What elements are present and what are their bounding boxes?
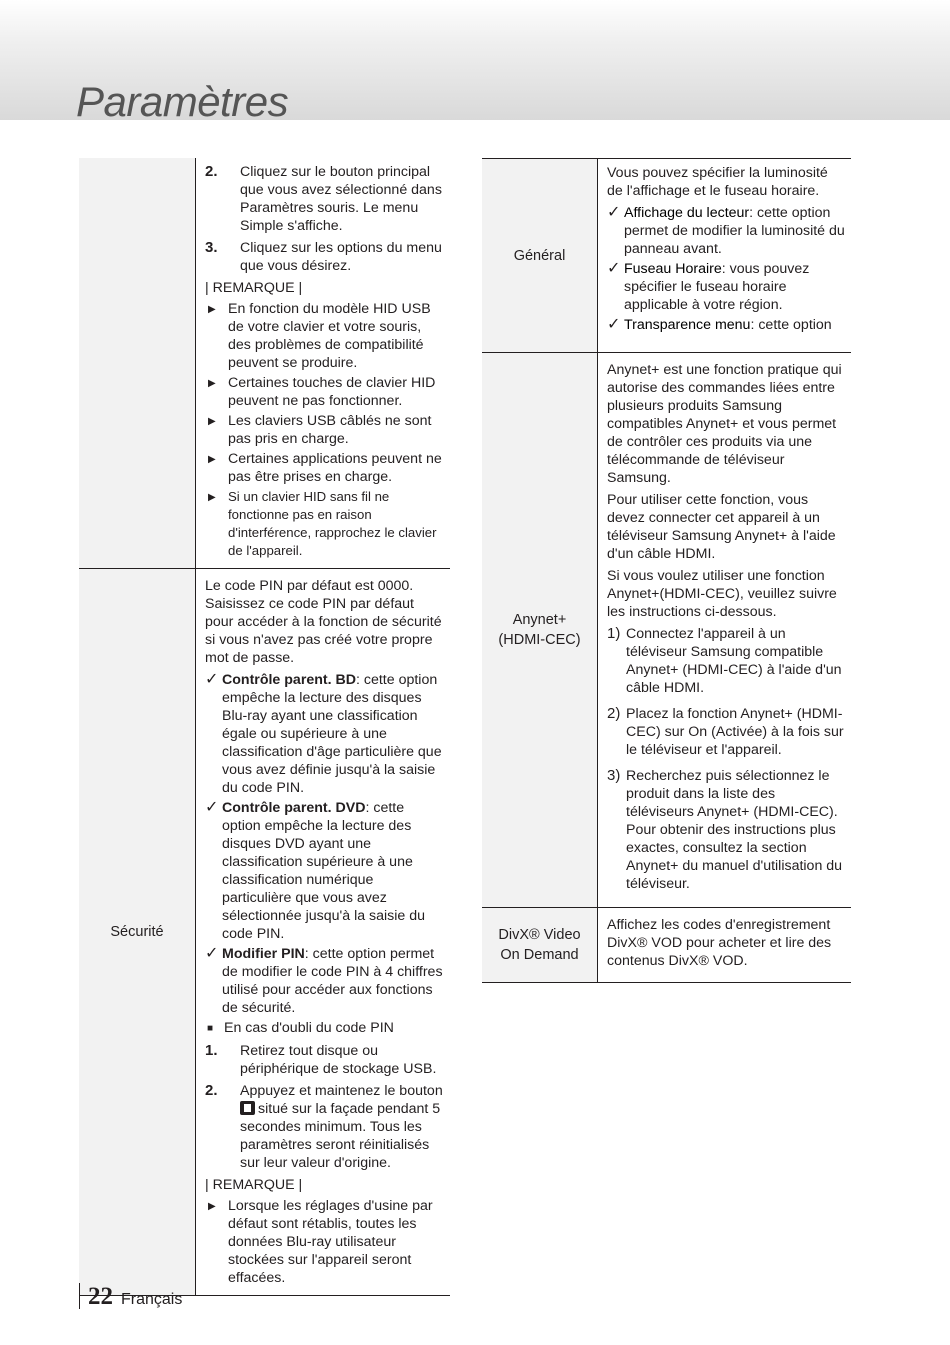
note-item: ▶ Certaines applications peuvent ne pas être prises en charge. <box>205 450 444 486</box>
note-item: ▶ Les claviers USB câblés ne sont pas pris en charge. <box>205 412 444 448</box>
checkmark-icon: ✓ <box>607 316 621 333</box>
row-content <box>598 159 852 353</box>
triangle-bullet-icon: ▶ <box>208 304 216 315</box>
row-content <box>196 158 451 569</box>
page-language: Français <box>121 1291 183 1308</box>
page-title: Paramètres <box>76 78 289 125</box>
paragraph: Si vous voulez utiliser une fonction Anynet+(HDMI-CEC), veuillez suivre les instructions ci-dessous. <box>607 568 837 620</box>
check-item: ✓ Fuseau Horaire: vous pouvez spécifier le fuseau horaire applicable à votre région. <box>607 260 810 313</box>
triangle-bullet-icon: ▶ <box>208 492 216 503</box>
checkmark-icon: ✓ <box>607 260 621 277</box>
checkmark-icon: ✓ <box>205 799 219 816</box>
numbered-step: 3. Cliquez sur les options du menu que vous désirez. <box>205 239 442 274</box>
checkmark-icon: ✓ <box>205 945 219 962</box>
note-item: ▶ Lorsque les réglages d'usine par défaut sont rétablis, toutes les données Blu-ray utilisateur stockées sur l'appareil seront effacées. <box>205 1197 444 1287</box>
intro-paragraph: Le code PIN par défaut est 0000. Saisissez ce code PIN par défaut pour accéder à la fonction de sécurité si vous n'avez pas créé votre propre mot de passe. <box>205 578 442 666</box>
table-row <box>482 908 851 983</box>
numbered-step: 1) Connectez l'appareil à un téléviseur Samsung compatible Anynet+ (HDMI-CEC) à l'aide d'un câble HDMI. <box>607 625 842 696</box>
square-bullet-icon: ■ <box>207 1023 214 1034</box>
row-label-general: Général <box>482 159 598 353</box>
row-content <box>598 353 852 908</box>
row-label-securite: Sécurité <box>79 569 196 1296</box>
row-label-anynet: Anynet+ (HDMI-CEC) <box>482 353 598 908</box>
check-item: ✓ Contrôle parent. DVD: cette option empêche la lecture des disques DVD ayant une classification supérieure à une classification numérique particulière que vous avez sélectionnée jusqu'à la saisie du code PIN. <box>205 799 426 942</box>
intro-paragraph: Vous pouvez spécifier la luminosité de l'affichage et le fuseau horaire. <box>607 165 828 199</box>
table-row <box>482 159 851 353</box>
row-label-divx: DivX® Video On Demand <box>482 908 598 983</box>
note-heading: | REMARQUE | <box>205 1177 303 1193</box>
numbered-step: 3) Recherchez puis sélectionnez le produit dans la liste des téléviseurs Anynet+ (HDMI-CEC). Pour obtenir des instructions plus exactes, consultez la section Anynet+ du manuel d'utilisation du téléviseur. <box>607 767 843 892</box>
settings-table-left <box>79 158 450 1296</box>
note-heading: | REMARQUE | <box>205 280 303 296</box>
stop-button-icon <box>240 1101 255 1115</box>
table-row <box>79 158 450 569</box>
paragraph: Pour utiliser cette fonction, vous devez connecter cet appareil à un téléviseur Samsung Anynet+ à l'aide d'un câble HDMI. <box>607 492 836 562</box>
checkmark-icon: ✓ <box>205 671 219 688</box>
triangle-bullet-icon: ▶ <box>208 454 216 465</box>
check-item: ✓ Contrôle parent. BD: cette option empêche la lecture des disques Blu-ray ayant une classification égale ou supérieure à une classification d'âge particulière que vous avez définie jusqu'à la saisie du code PIN. <box>205 671 442 796</box>
note-item: ▶ Si un clavier HID sans fil ne fonctionne pas en raison d'interférence, rapprochez le clavier de l'appareil. <box>205 488 444 560</box>
note-item: ▶ En fonction du modèle HID USB de votre clavier et votre souris, des problèmes de compatibilité peuvent se produire. <box>205 300 444 372</box>
triangle-bullet-icon: ▶ <box>208 378 216 389</box>
numbered-step: 2) Placez la fonction Anynet+ (HDMI-CEC) sur On (Activée) à la fois sur le téléviseur et l'appareil. <box>607 705 844 758</box>
table-row <box>482 353 851 908</box>
check-item: ✓ Modifier PIN: cette option permet de modifier le code PIN à 4 chiffres utilisé pour accéder aux fonctions de sécurité. <box>205 945 443 1016</box>
check-item: ✓ Transparence menu: cette option <box>607 316 832 333</box>
paragraph: Affichez les codes d'enregistrement DivX® VOD pour acheter et lire des contenus DivX® VOD. <box>607 917 832 969</box>
numbered-step: 1. Retirez tout disque ou périphérique de stockage USB. <box>205 1042 437 1077</box>
page-number: 22 <box>88 1283 113 1310</box>
triangle-bullet-icon: ▶ <box>208 1201 216 1212</box>
check-item: ✓ Affichage du lecteur: cette option permet de modifier la luminosité du panneau avant. <box>607 204 845 257</box>
numbered-step: 2. Cliquez sur le bouton principal que vous avez sélectionné dans Paramètres souris. Le menu Simple s'affiche. <box>205 163 442 234</box>
settings-table-right <box>482 158 851 983</box>
checkmark-icon: ✓ <box>607 204 621 221</box>
note-item: ▶ Certaines touches de clavier HID peuvent ne pas fonctionner. <box>205 374 444 410</box>
square-bullet-item: ■ En cas d'oubli du code PIN <box>207 1020 394 1036</box>
row-label-empty <box>79 158 196 569</box>
numbered-step: 2. Appuyez et maintenez le bouton situé sur la façade pendant 5 secondes minimum. Tous les paramètres seront réinitialisés sur leur valeur d'origine. <box>205 1082 443 1171</box>
table-row <box>79 569 450 1296</box>
triangle-bullet-icon: ▶ <box>208 416 216 427</box>
page-footer <box>79 1283 182 1309</box>
row-content <box>598 908 852 983</box>
paragraph: Anynet+ est une fonction pratique qui autorise des commandes liées entre plusieurs produits Samsung compatibles Anynet+ et vous permet de contrôler ces produits via une télécommande de téléviseur Samsung. <box>607 362 842 486</box>
row-content <box>196 569 451 1296</box>
